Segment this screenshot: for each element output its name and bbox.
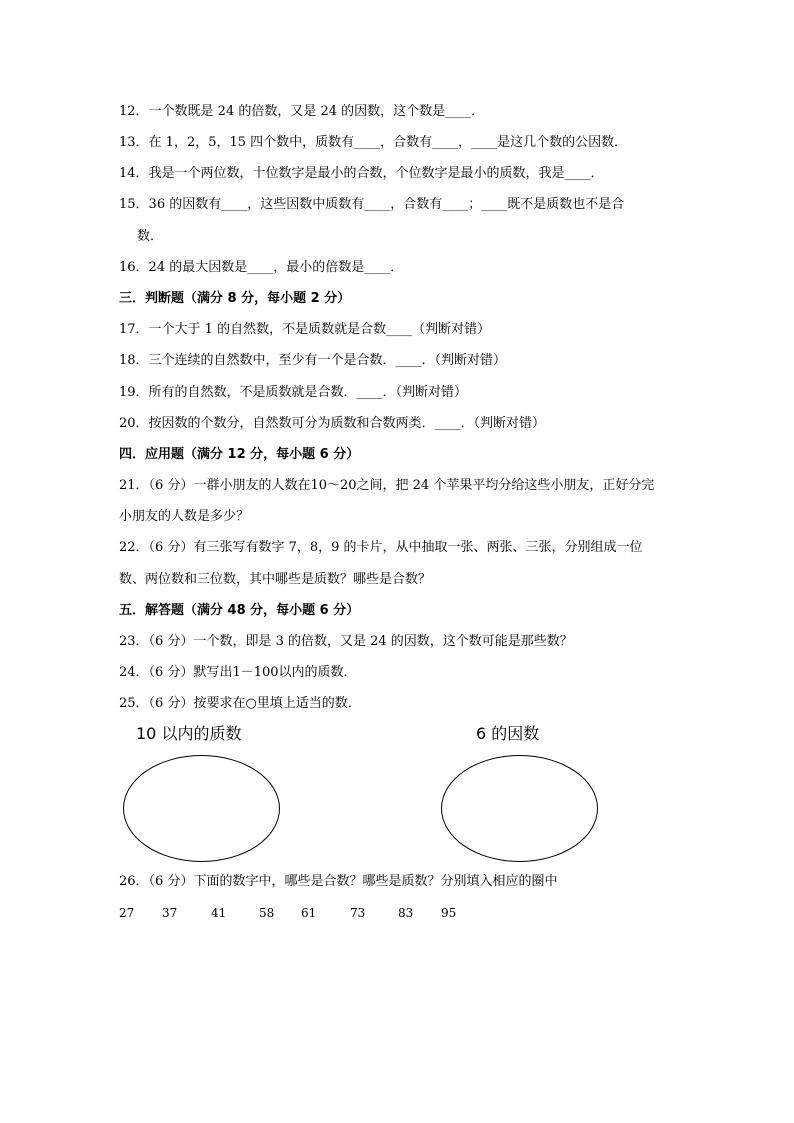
question-21-line-1: 21．（6 分）一群小朋友的人数在10～20之间，把 24 个苹果平均分给这些小朋友，正好分完 <box>119 478 655 493</box>
question-18: 18．三个连续的自然数中，至少有一个是合数．____．（判断对错） <box>119 353 507 368</box>
primes-under-10-caption: 10 以内的质数 <box>136 724 242 743</box>
question-15-line-2: 数． <box>137 229 164 244</box>
question-15-line-1: 15．36 的因数有____，这些因数中质数有____，合数有____；____既不是质数也不是合 <box>119 197 625 212</box>
number-item: 83 <box>398 906 414 920</box>
number-item: 27 <box>119 906 135 920</box>
number-item: 37 <box>162 906 178 920</box>
section-4-heading: 四．应用题（满分 12 分，每小题 6 分） <box>119 447 360 462</box>
number-item: 61 <box>301 906 317 920</box>
section-5-heading: 五．解答题（满分 48 分，每小题 6 分） <box>119 603 360 618</box>
question-12: 12．一个数既是 24 的倍数，又是 24 的因数，这个数是____． <box>119 104 485 119</box>
question-26: 26．（6 分）下面的数字中，哪些是合数？哪些是质数？分别填入相应的圈中 <box>119 874 558 889</box>
question-24: 24．（6 分）默写出1－100以内的质数． <box>119 665 357 680</box>
section-3-heading: 三．判断题（满分 8 分，每小题 2 分） <box>119 291 351 306</box>
question-22-line-1: 22．（6 分）有三张写有数字 7，8，9 的卡片，从中抽取一张、两张、三张，分别组成一位 <box>119 540 643 555</box>
question-19: 19．所有的自然数，不是质数就是合数．____．（判断对错） <box>119 385 468 400</box>
question-22-line-2: 数、两位数和三位数，其中哪些是质数？哪些是合数？ <box>119 572 432 587</box>
number-list-26 <box>119 904 479 922</box>
question-17: 17．一个大于 1 的自然数，不是质数就是合数____（判断对错） <box>119 322 491 337</box>
question-20: 20．按因数的个数分，自然数可分为质数和合数两类．____．（判断对错） <box>119 416 546 431</box>
question-21-line-2: 小朋友的人数是多少？ <box>119 509 250 524</box>
number-item: 95 <box>441 906 457 920</box>
number-item: 41 <box>211 906 227 920</box>
number-item: 73 <box>350 906 366 920</box>
question-23: 23．（6 分）一个数，即是 3 的倍数，又是 24 的因数，这个数可能是那些数？ <box>119 634 573 649</box>
question-14: 14．我是一个两位数，十位数字是最小的合数，个位数字是最小的质数，我是____． <box>119 166 604 181</box>
question-25: 25．（6 分）按要求在○里填上适当的数． <box>119 696 361 711</box>
factors-of-6-circle <box>441 755 598 862</box>
factors-of-6-caption: 6 的因数 <box>476 724 540 743</box>
primes-under-10-circle <box>123 755 280 862</box>
question-13: 13．在 1，2，5，15 四个数中，质数有____，合数有____，____是这几个数的公因数． <box>119 135 628 150</box>
number-item: 58 <box>259 906 275 920</box>
question-16: 16．24 的最大因数是____，最小的倍数是____． <box>119 260 404 275</box>
